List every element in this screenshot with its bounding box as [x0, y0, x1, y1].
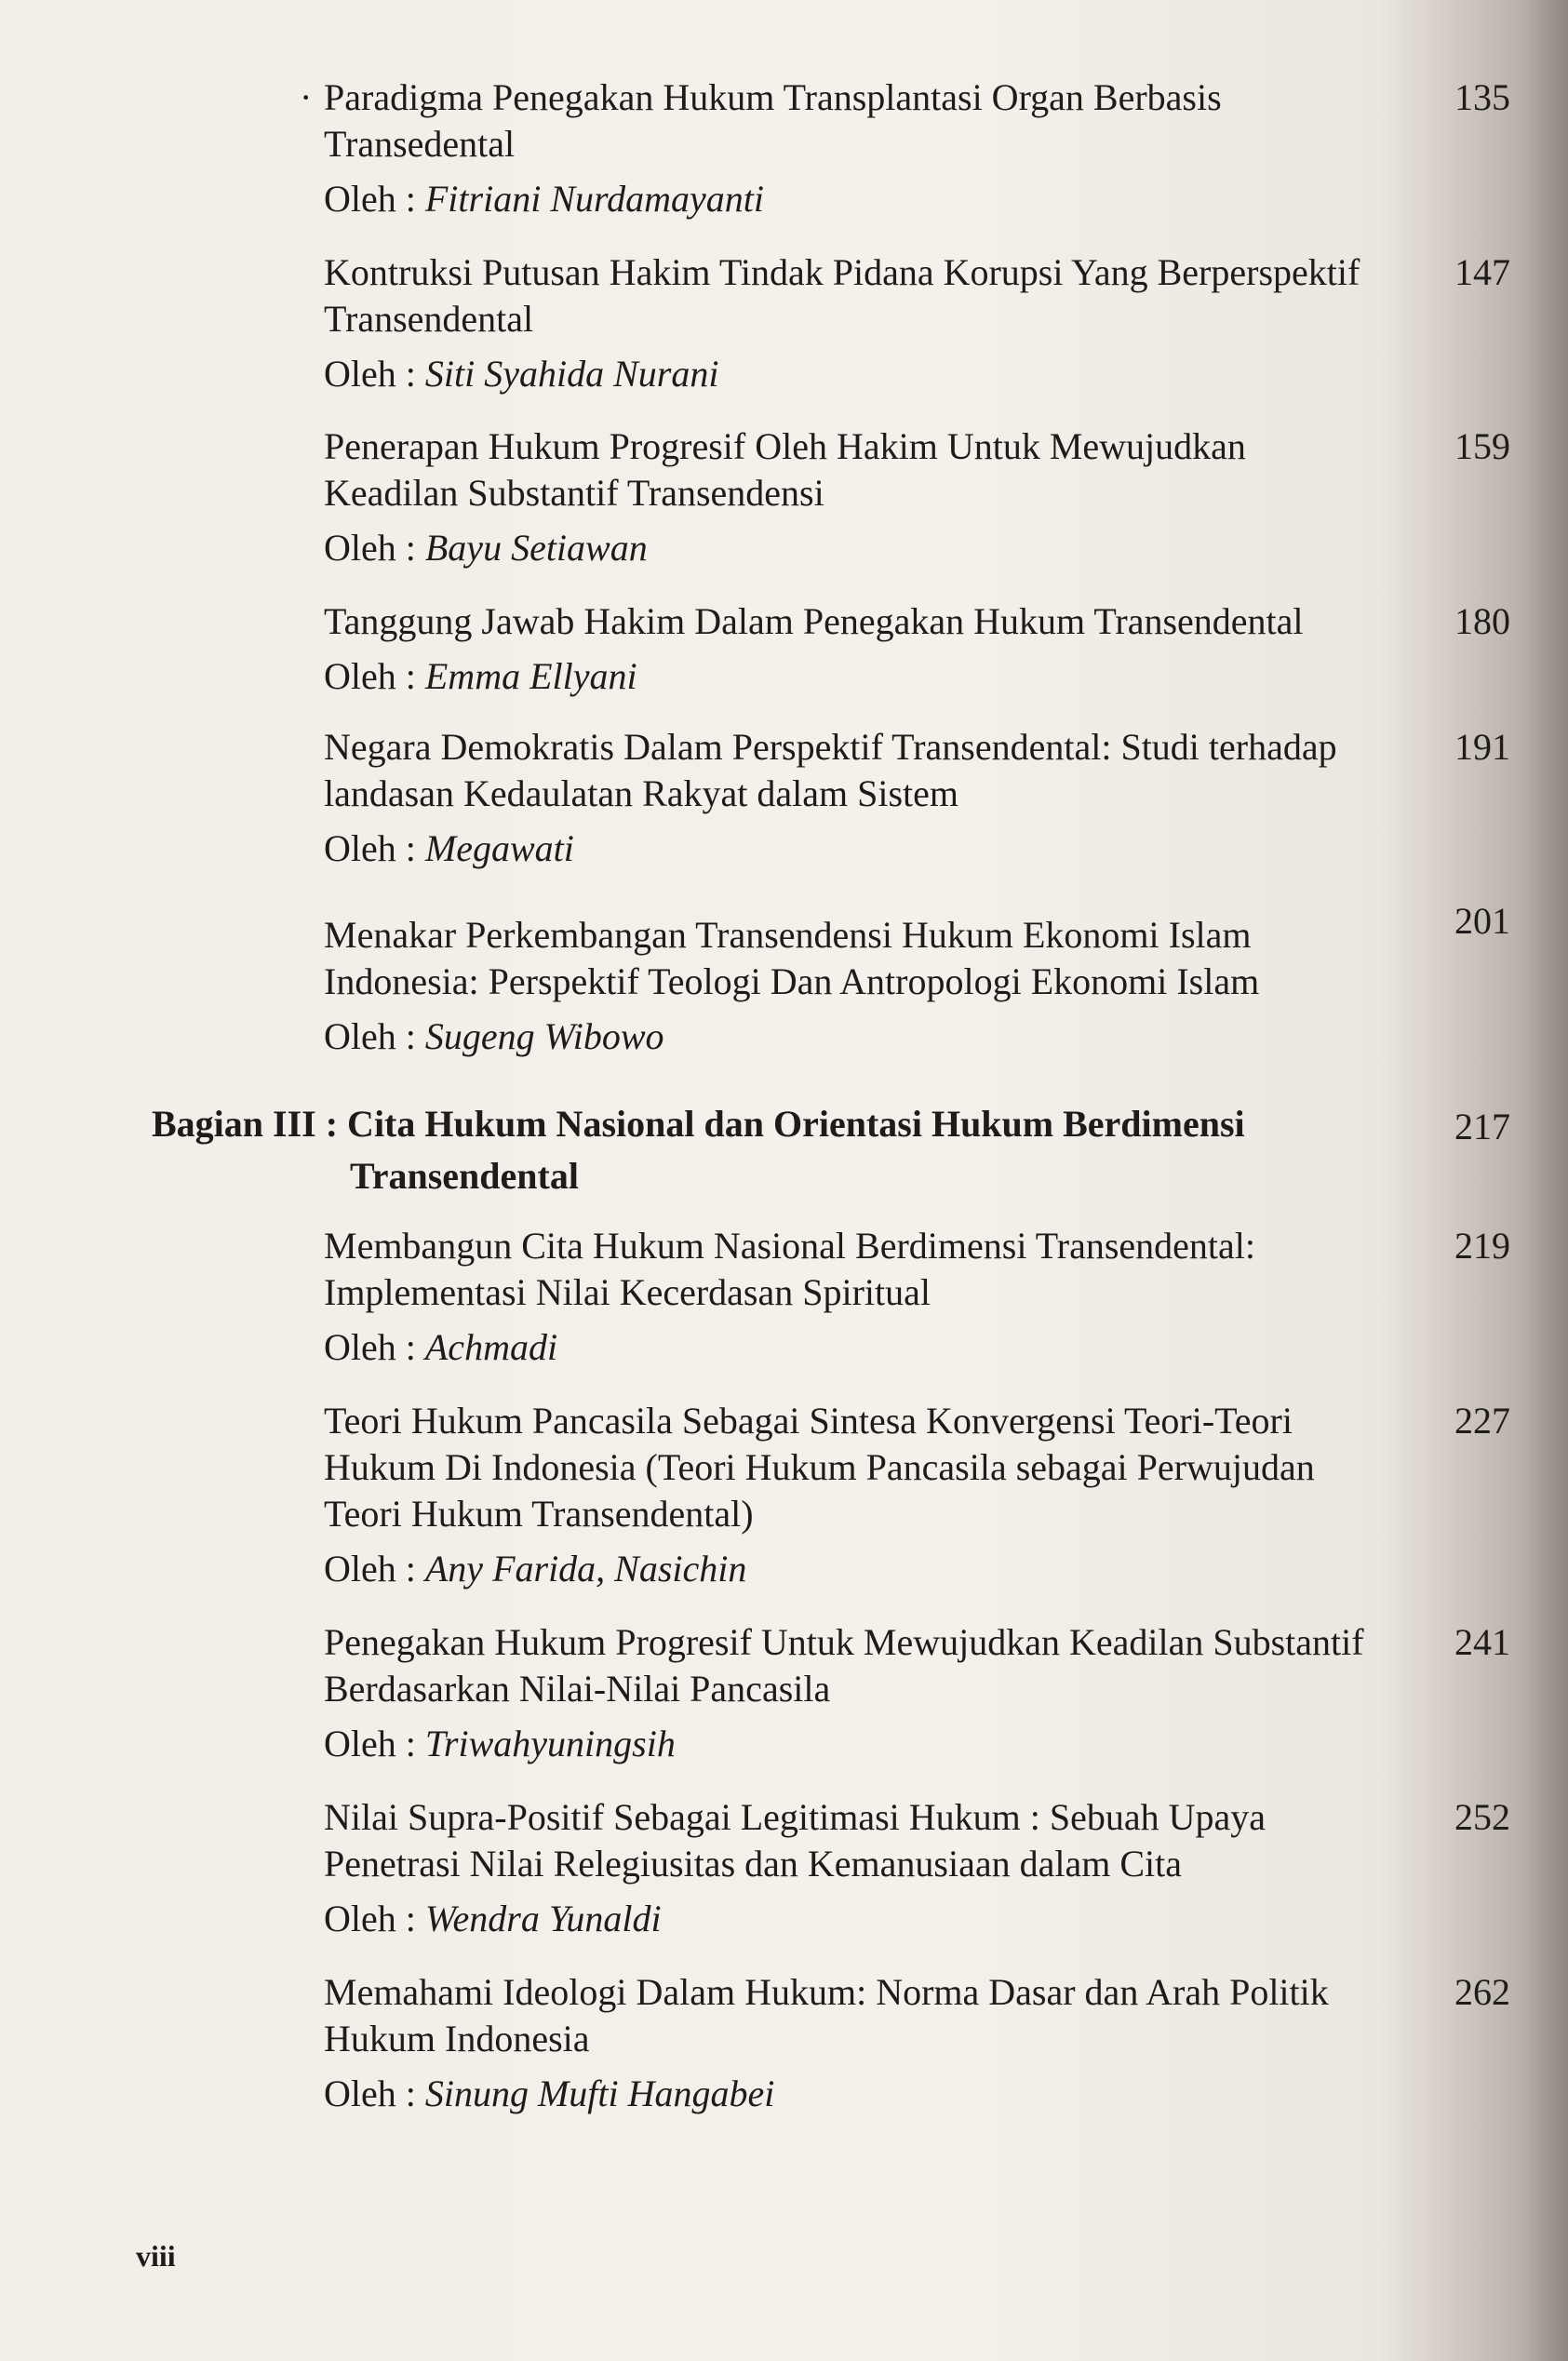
- toc-entry: [324, 74, 1375, 221]
- entry-title: Teori Hukum Pancasila Sebagai Sintesa Konvergensi Teori-Teori Hukum Di Indonesia (Teori Hukum Pancasila sebagai Perwujudan Teori Hukum Transendental): [324, 1400, 1315, 1535]
- author-name: Any Farida, Nasichin: [424, 1548, 747, 1590]
- toc-entry: [324, 724, 1375, 871]
- entry-author: [324, 1722, 1375, 1766]
- entry-author: [324, 826, 1375, 871]
- author-name: Siti Syahida Nurani: [424, 353, 719, 395]
- entry-title: Paradigma Penegakan Hukum Transplantasi Organ Berbasis Transedental: [324, 76, 1222, 165]
- author-label: Oleh :: [324, 2073, 416, 2114]
- entry-author: [324, 1325, 1375, 1370]
- toc-entry: [324, 1398, 1375, 1591]
- page-number: 135: [1454, 76, 1510, 118]
- page-footer-numeral: viii: [136, 2239, 176, 2273]
- author-label: Oleh :: [324, 1326, 416, 1368]
- entry-title: Tanggung Jawab Hakim Dalam Penegakan Hukum Transendental: [324, 600, 1304, 642]
- author-name: Achmadi: [424, 1326, 558, 1368]
- author-label: Oleh :: [324, 827, 416, 869]
- author-label: Oleh :: [324, 1898, 416, 1939]
- entry-author: [324, 1897, 1375, 1941]
- author-name: Bayu Setiawan: [424, 527, 648, 569]
- page-number: 219: [1454, 1225, 1510, 1267]
- entry-author: [324, 177, 1375, 221]
- toc-entry: [324, 1223, 1375, 1370]
- author-name: Sinung Mufti Hangabei: [424, 2073, 775, 2114]
- author-label: Oleh :: [324, 353, 416, 395]
- entry-author: [324, 1547, 1375, 1591]
- toc-entry: [324, 912, 1375, 1059]
- author-label: Oleh :: [324, 178, 416, 220]
- author-label: Oleh :: [324, 655, 416, 697]
- author-label: Oleh :: [324, 1548, 416, 1590]
- entry-author: [324, 654, 1375, 699]
- toc-entry: [324, 1794, 1375, 1941]
- entry-title: Memahami Ideologi Dalam Hukum: Norma Dasar dan Arah Politik Hukum Indonesia: [324, 1971, 1329, 2059]
- page-number: 180: [1454, 600, 1510, 642]
- page-number: 227: [1454, 1400, 1510, 1442]
- entry-author: [324, 526, 1375, 570]
- page-number: 217: [1454, 1106, 1510, 1147]
- section-heading-line2: Transendental: [350, 1155, 579, 1197]
- entry-author: [324, 352, 1375, 396]
- entry-title: Penegakan Hukum Progresif Untuk Mewujudkan Keadilan Substantif Berdasarkan Nilai-Nilai Pancasila: [324, 1621, 1364, 1710]
- page-number: 147: [1454, 251, 1510, 293]
- entry-author: [324, 1014, 1375, 1059]
- entry-title: Negara Demokratis Dalam Perspektif Transendental: Studi terhadap landasan Kedaulatan Rakyat dalam Sistem: [324, 726, 1337, 814]
- author-label: Oleh :: [324, 527, 416, 569]
- page-number: 201: [1454, 900, 1510, 942]
- author-name: Wendra Yunaldi: [424, 1898, 662, 1939]
- toc-entry: [324, 249, 1375, 396]
- author-name: Triwahyuningsih: [424, 1723, 676, 1764]
- author-label: Oleh :: [324, 1015, 416, 1057]
- entry-title: Membangun Cita Hukum Nasional Berdimensi Transendental: Implementasi Nilai Kecerdasan Spiritual: [324, 1225, 1255, 1313]
- section-heading: [152, 1098, 1361, 1202]
- entry-author: [324, 2072, 1375, 2116]
- entry-title: Menakar Perkembangan Transendensi Hukum Ekonomi Islam Indonesia: Perspektif Teologi Dan Antropologi Ekonomi Islam: [324, 914, 1260, 1002]
- page-number: 241: [1454, 1621, 1510, 1663]
- toc-entry: [324, 598, 1375, 699]
- entry-title: Kontruksi Putusan Hakim Tindak Pidana Korupsi Yang Berperspektif Transendental: [324, 251, 1360, 340]
- author-name: Megawati: [424, 827, 574, 869]
- page-number: 252: [1454, 1796, 1510, 1838]
- section-heading-line1: Bagian III : Cita Hukum Nasional dan Orientasi Hukum Berdimensi: [152, 1103, 1245, 1145]
- page-number: 191: [1454, 726, 1510, 768]
- bullet-mark: ·: [300, 76, 313, 118]
- toc-entry: [324, 423, 1375, 570]
- author-label: Oleh :: [324, 1723, 416, 1764]
- toc-entry: [324, 1619, 1375, 1766]
- entry-title: Nilai Supra-Positif Sebagai Legitimasi Hukum : Sebuah Upaya Penetrasi Nilai Relegiusitas dan Kemanusiaan dalam Cita: [324, 1796, 1266, 1885]
- toc-entry: [324, 1969, 1375, 2116]
- author-name: Emma Ellyani: [424, 655, 637, 697]
- entry-title: Penerapan Hukum Progresif Oleh Hakim Untuk Mewujudkan Keadilan Substantif Transendensi: [324, 425, 1246, 514]
- author-name: Fitriani Nurdamayanti: [424, 178, 764, 220]
- page-number: 159: [1454, 425, 1510, 467]
- page-number: 262: [1454, 1971, 1510, 2013]
- author-name: Sugeng Wibowo: [424, 1015, 664, 1057]
